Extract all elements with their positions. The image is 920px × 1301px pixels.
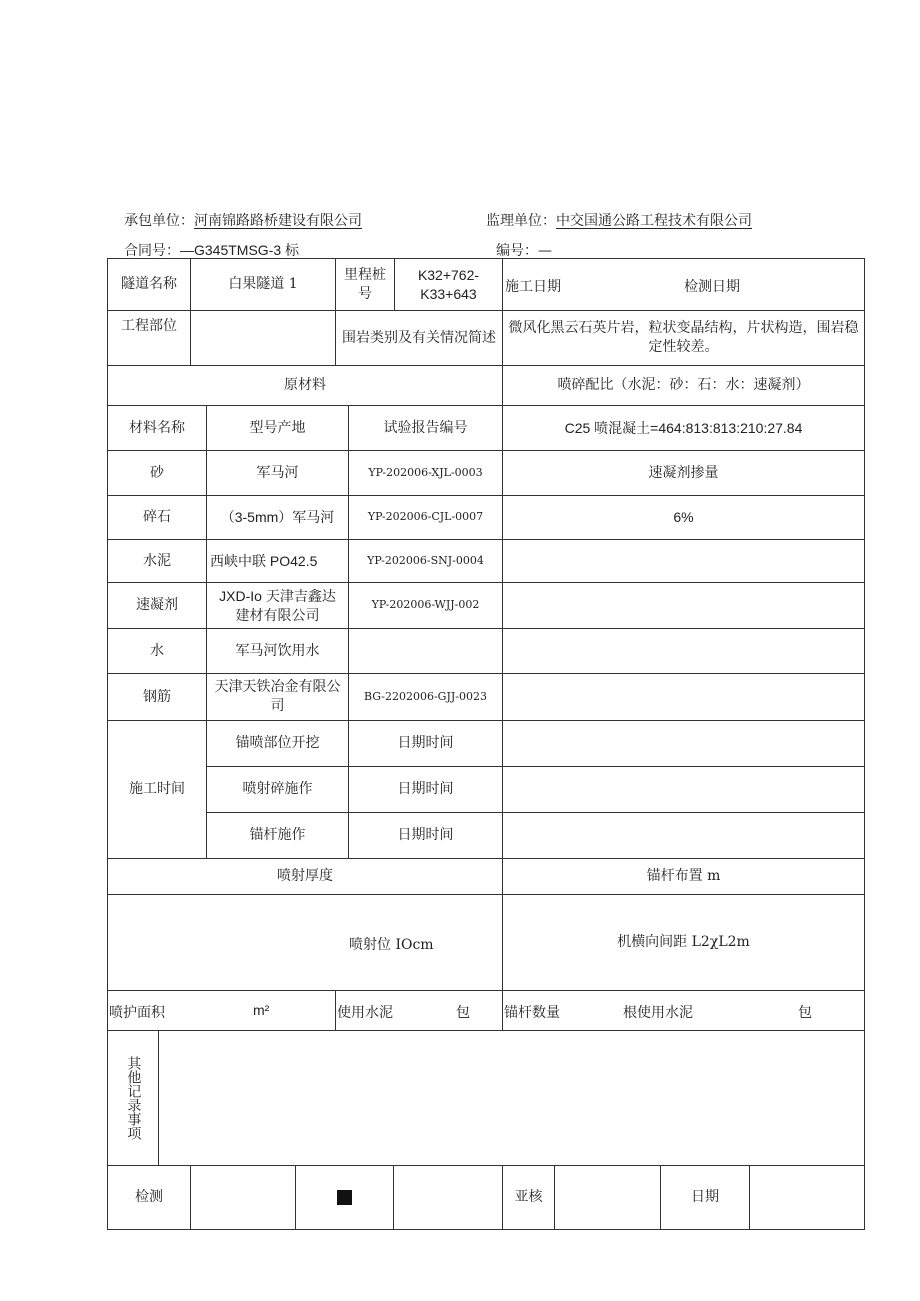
construction-right-cell (502, 812, 865, 859)
serial-value: — (538, 243, 552, 259)
construction-time-label: 施工时间 (107, 720, 207, 859)
supervisor-value: 中交国通公路工程技术有限公司 (556, 213, 752, 229)
material-right-cell (502, 582, 865, 629)
material-right-cell (502, 539, 865, 583)
tunnel-name-value[interactable]: 白果隧道 1 (190, 258, 336, 311)
bolt-cement-unit: 包 (798, 1005, 812, 1021)
bolt-spacing-value[interactable]: 机横向间距 L2χL2m (502, 894, 865, 991)
inspection-date-label: 检测日期 (684, 279, 740, 295)
location-label: 工程部位 (107, 310, 191, 366)
serial-label: 编号： (496, 243, 538, 259)
material-report[interactable]: YP-202006-WJJ-002 (348, 582, 503, 629)
accelerator-dosage-label: 速凝剂掺量 (502, 450, 865, 496)
construction-datetime[interactable]: 日期时间 (348, 766, 503, 813)
material-name: 钢筋 (107, 673, 207, 721)
other-records-label: 其他记录事项 (125, 1056, 142, 1140)
other-records-field[interactable] (158, 1030, 865, 1166)
rock-description[interactable]: 微风化黑云石英片岩，粒状变晶结构，片状构造，围岩稳定性较差。 (502, 310, 865, 366)
mileage-value[interactable]: K32+762-K33+643 (394, 258, 503, 311)
tunnel-name-label: 隧道名称 (107, 258, 191, 311)
material-origin[interactable]: 军马河饮用水 (206, 628, 349, 674)
material-right-cell (502, 673, 865, 721)
bolt-count-label: 锚杆数量 (504, 1005, 560, 1021)
inspect-signature[interactable] (190, 1165, 296, 1230)
material-name: 水 (107, 628, 207, 674)
material-origin[interactable]: JXD-Io 天津吉鑫达建材有限公司 (206, 582, 349, 629)
material-name: 砂 (107, 450, 207, 496)
material-name: 碎石 (107, 495, 207, 540)
spray-area-unit: m² (253, 1002, 270, 1018)
report-no-header: 试验报告编号 (348, 405, 503, 451)
contractor-label: 承包单位： (124, 213, 194, 229)
inspect-mark-cell (295, 1165, 394, 1230)
material-name: 速凝剂 (107, 582, 207, 629)
square-mark-icon (337, 1190, 352, 1205)
spray-thickness-value[interactable] (107, 894, 503, 991)
other-records-label-cell (107, 1030, 159, 1166)
review-signature[interactable] (554, 1165, 661, 1230)
mileage-label: 里程桩号 (335, 258, 395, 311)
supervisor-label: 监理单位： (486, 213, 556, 229)
construction-datetime[interactable]: 日期时间 (348, 812, 503, 859)
contract-value: —G345TMSG-3 标 (180, 242, 300, 258)
bolt-cement-label: 根使用水泥 (623, 1005, 693, 1021)
date-label: 日期 (660, 1165, 750, 1230)
location-value[interactable] (190, 310, 336, 366)
material-report[interactable]: YP-202006-XJL-0003 (348, 450, 503, 496)
material-origin[interactable]: （3-5mm）军马河 (206, 495, 349, 540)
material-right-cell (502, 628, 865, 674)
material-report[interactable]: YP-202006-SNJ-0004 (348, 539, 503, 583)
rock-label: 围岩类别及有关情况简述 (335, 310, 503, 366)
construction-datetime[interactable]: 日期时间 (348, 720, 503, 767)
construction-right-cell (502, 720, 865, 767)
material-origin[interactable]: 军马河 (206, 450, 349, 496)
inspect-extra-cell[interactable] (393, 1165, 503, 1230)
inspect-label: 检测 (107, 1165, 191, 1230)
contract-label: 合同号： (124, 243, 180, 259)
review-label: 亚核 (502, 1165, 555, 1230)
construction-item: 锚喷部位开挖 (206, 720, 349, 767)
spray-thickness-text: 喷射位 IOcm (349, 937, 434, 953)
material-name-header: 材料名称 (107, 405, 207, 451)
raw-materials-heading: 原材料 (107, 365, 503, 406)
spray-area-label: 喷护面积 (109, 1005, 165, 1021)
material-origin[interactable]: 西峡中联 PO42.5 (206, 539, 349, 583)
material-name: 水泥 (107, 539, 207, 583)
accelerator-dosage-value[interactable]: 6% (502, 495, 865, 540)
mix-ratio-heading: 喷碎配比（水泥：砂：石：水：速凝剂） (502, 365, 865, 406)
construction-right-cell (502, 766, 865, 813)
date-field[interactable] (749, 1165, 865, 1230)
construction-item: 喷射碎施作 (206, 766, 349, 813)
material-origin-header: 型号产地 (206, 405, 349, 451)
mix-ratio-value[interactable]: C25 喷混凝土=464:813:813:210:27.84 (502, 405, 865, 451)
construction-date-label: 施工日期 (505, 279, 561, 295)
material-report[interactable] (348, 628, 503, 674)
contractor-value: 河南锦路路桥建设有限公司 (194, 213, 362, 229)
material-origin[interactable]: 天津天铁冶金有限公司 (206, 673, 349, 721)
cement-used-unit: 包 (456, 1005, 470, 1021)
material-report[interactable]: YP-202006-CJL-0007 (348, 495, 503, 540)
bolt-layout-heading: 锚杆布置 m (502, 858, 865, 895)
spray-thickness-heading: 喷射厚度 (107, 858, 503, 895)
construction-item: 锚杆施作 (206, 812, 349, 859)
material-report[interactable]: BG-2202006-GJJ-0023 (348, 673, 503, 721)
cement-used-label: 使用水泥 (337, 1005, 393, 1021)
